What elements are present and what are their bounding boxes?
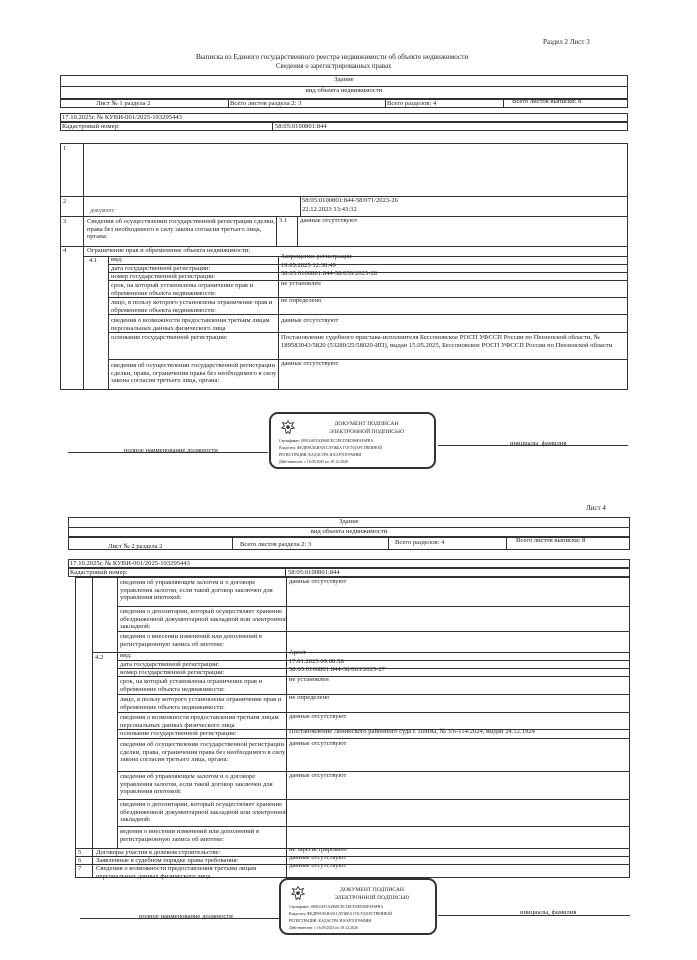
restriction-kind: Запрещение регистрации — [281, 253, 352, 260]
object-type: Здание — [339, 518, 359, 525]
row-number: 3 — [63, 218, 67, 225]
registration-number: 58:05:0100801:844-58/071/2023-26 — [302, 197, 398, 204]
field-label: номер государственной регистрации: — [111, 273, 216, 280]
signer-position-label: полное наименование должности — [139, 913, 233, 920]
third-party-data: данные отсутствуют — [289, 862, 347, 869]
field-label: основание государственной регистрации: — [120, 730, 237, 737]
registration-number: 58:05:0100801:844-58/059/2025-28 — [281, 270, 377, 277]
signer-name-label: инициалы, фамилия — [510, 440, 567, 447]
restriction-kind: Арест — [289, 649, 306, 656]
cadastral-label: Кадастровый номер: — [62, 123, 120, 130]
document-label: документ: — [90, 208, 116, 214]
field-label: сведения о депозитарии, который осуществляет хранение обездвиженной документарной закладной или электронной закладной: — [120, 801, 288, 824]
registration-basis: Постановление Ленинского районного суда г. Пензы, № 3/6-114/2024, выдан 24.12.1924 — [289, 728, 535, 735]
stamp-subtitle: ЭЛЕКТРОННОЙ ПОДПИСЬЮ — [334, 895, 410, 901]
registration-datetime: 22.12.2023 13:43:32 — [302, 206, 357, 213]
stamp-owner: Владелец: ФЕДЕРАЛЬНАЯ СЛУЖБА ГОСУДАРСТВЕННОЙ — [289, 912, 392, 916]
registration-date: 19.05.2025 12:30:49 — [281, 262, 336, 269]
cadastral-row — [60, 122, 628, 131]
cadastral-value: 58:05:0100801:844 — [288, 569, 340, 576]
field-label: сведения об осуществлении государственной регистрации сделки, права, ограничения права без необходимого в силу закона согласия третьего лица, органа: — [111, 362, 277, 385]
row-label: Ограничение прав и обременение объекта недвижимости: — [87, 247, 251, 254]
row-value: данные отсутствуют — [300, 217, 358, 224]
sub-row-number: 4.2 — [95, 654, 104, 661]
row-number: 1 — [63, 145, 67, 152]
field-label: сведения об осуществлении государственной регистрации сделки, права, ограничения права без необходимого в силу закона согласия третьего лица, органа: — [120, 741, 286, 764]
row-number: 5 — [78, 849, 82, 856]
sheet-number: Лист № 1 раздела 2 — [96, 100, 151, 107]
field-label: сведения об управляющем залогом и о договоре управления залогом, если такой договор заключен для управления ипотекой: — [120, 773, 273, 796]
row-label: Договоры участия в долевом строительстве: — [96, 849, 221, 856]
pledge-manager: данные отсутствуют — [289, 772, 347, 779]
document-title: Выписка из Единого государственного реестра недвижимости об объекте недвижимости — [196, 53, 469, 61]
cadastral-label: Кадастровый номер: — [70, 569, 128, 576]
sheets-total: Всего листов выписки: 8 — [516, 537, 586, 544]
row-label: Заявленные в судебном порядке права требования: — [96, 857, 239, 864]
pledge-manager: данные отсутствуют — [289, 578, 347, 585]
sub-row-number: 4.1 — [89, 257, 98, 264]
stamp-title: ДОКУМЕНТ ПОДПИСАН — [334, 421, 399, 427]
deal-info: данные отсутствуют — [281, 360, 339, 367]
registration-number: 58:05:0100801:844-58/063/2025-27 — [289, 666, 385, 673]
field-label: основание государственной регистрации: — [111, 334, 228, 341]
third-party-data: данные отсутствуют — [281, 317, 339, 324]
field-label: сведения о возможности предоставления третьим лицам персональных данных физического лица — [120, 714, 279, 729]
restriction-term: не установлен — [281, 280, 321, 287]
third-party-data: данные отсутствуют — [289, 713, 347, 720]
registration-date: 17.01.2025 09:08:58 — [289, 658, 344, 665]
object-kind-label: вид объекта недвижимости — [305, 87, 383, 94]
field-label: сведения о возможности предоставления третьим лицам персональных данных физического лица — [111, 317, 270, 332]
document-subtitle: Сведения о зарегистрированных правах — [276, 63, 392, 70]
beneficiary: не определено — [281, 297, 322, 304]
field-label: лицо, в пользу которого установлены ограничение прав и обременение объекта недвижимости: — [120, 696, 282, 711]
sheet-number: Лист № 2 раздела 2 — [108, 543, 163, 550]
sheets-in-section: Всего листов раздела 2: 3 — [230, 100, 302, 107]
field-label: вид: — [120, 652, 132, 659]
row-number: 4 — [63, 247, 67, 254]
field-label: сведения о внесении изменений или дополнений в регистрационную запись об ипотеке: — [120, 633, 263, 648]
beneficiary: не определено — [289, 694, 330, 701]
signer-name-label: инициалы, фамилия — [520, 909, 577, 916]
stamp-owner-cont: РЕГИСТРАЦИИ, КАДАСТРА И КАРТОГРАФИИ — [289, 919, 372, 923]
page-number: Раздел 2 Лист 3 — [543, 38, 590, 46]
e-signature-stamp — [279, 878, 437, 935]
sub-row-number: 3.1 — [279, 217, 288, 224]
page-number: Лист 4 — [586, 504, 606, 512]
field-label: срок, на который установлены ограничение прав и обременение объекта недвижимости: — [111, 282, 254, 297]
field-label: сведения об управляющем залогом и о договоре управления залогом, если такой договор заключен для управления ипотекой: — [120, 579, 273, 602]
field-label: срок, на который установлены ограничение прав и обременение объекта недвижимости: — [120, 678, 263, 693]
sheets-in-section: Всего листов раздела 2: 3 — [240, 541, 312, 548]
row-number: 6 — [78, 857, 82, 864]
stamp-certificate: Сертификат: 00914AF3A2960CEC5DCD5ED06FAF6FBA — [289, 905, 384, 909]
object-type: Здание — [334, 76, 354, 83]
extract-date-number: 17.10.2025г. № КУВИ-001/2025-193295443 — [62, 114, 182, 121]
stamp-subtitle: ЭЛЕКТРОННОЙ ПОДПИСЬЮ — [329, 429, 404, 435]
field-label: вид: — [111, 256, 123, 263]
shared-construction: не зарегистрировано — [289, 846, 348, 853]
row-label: Сведения об осуществлении государственной регистрации сделки, права без необходимого в силу закона согласия третьего лица, органа: — [87, 218, 276, 241]
cadastral-row — [68, 568, 630, 577]
field-label: номер государственной регистрации: — [120, 669, 225, 676]
stamp-validity: Действителен: с 16.09.2025 по 10.12.2026 — [279, 460, 348, 464]
stamp-certificate: Сертификат: 00914AF3A2960CEC5DCD5ED06FAF6FBA — [279, 439, 374, 443]
signer-position-label: полное наименование должности — [124, 447, 218, 454]
deal-info: данные отсутствуют — [289, 740, 347, 747]
object-kind-label: вид объекта недвижимости — [310, 528, 388, 535]
stamp-owner-cont: РЕГИСТРАЦИИ, КАДАСТРА И КАРТОГРАФИИ — [279, 453, 362, 457]
field-label: дата государственной регистрации: — [120, 661, 220, 668]
cadastral-value: 58:05:0100801:844 — [275, 123, 327, 130]
stamp-owner: Владелец: ФЕДЕРАЛЬНАЯ СЛУЖБА ГОСУДАРСТВЕННОЙ — [279, 446, 382, 450]
e-signature-stamp — [269, 412, 436, 469]
stamp-title: ДОКУМЕНТ ПОДПИСАН — [340, 887, 404, 893]
extract-date-number: 17.10.2025г. № КУВИ-001/2025-193295443 — [70, 560, 190, 567]
stamp-validity: Действителен: с 16.09.2025 по 10.12.2026 — [289, 926, 358, 930]
sheets-total: Всего листов выписки: 8 — [512, 98, 582, 105]
row-number: 7 — [78, 865, 82, 872]
row-number: 2 — [63, 198, 67, 205]
field-label: сведения о депозитарии, который осуществляет хранение обездвиженной документарной закладной или электронной закладной: — [120, 608, 288, 631]
restriction-term: не установлен — [289, 676, 329, 683]
sections-count: Всего разделов: 4 — [395, 539, 445, 546]
sections-count: Всего разделов: 4 — [387, 100, 437, 107]
field-label: дата государственной регистрации: — [111, 265, 211, 272]
row-label: Сведения о возможности предоставления третьим лицам персональных данных физического лица — [96, 865, 257, 880]
registration-basis: Постановление судебного пристава-исполнителя Бессоновское РОСП УФССП России по Пензенской области, № 189583043/5820 (53280/25/58020-ИП), выдан 15.05.2025, Бессоновское РОСП УФССП России по Пензенской области — [281, 334, 613, 349]
court-claims: данные отсутствуют — [289, 854, 347, 861]
field-label: ведения о внесении изменений или дополнений в регистрационную запись об ипотеке: — [120, 828, 260, 843]
field-label: лицо, в пользу которого установлены ограничение прав и обременение объекта недвижимости: — [111, 299, 273, 314]
